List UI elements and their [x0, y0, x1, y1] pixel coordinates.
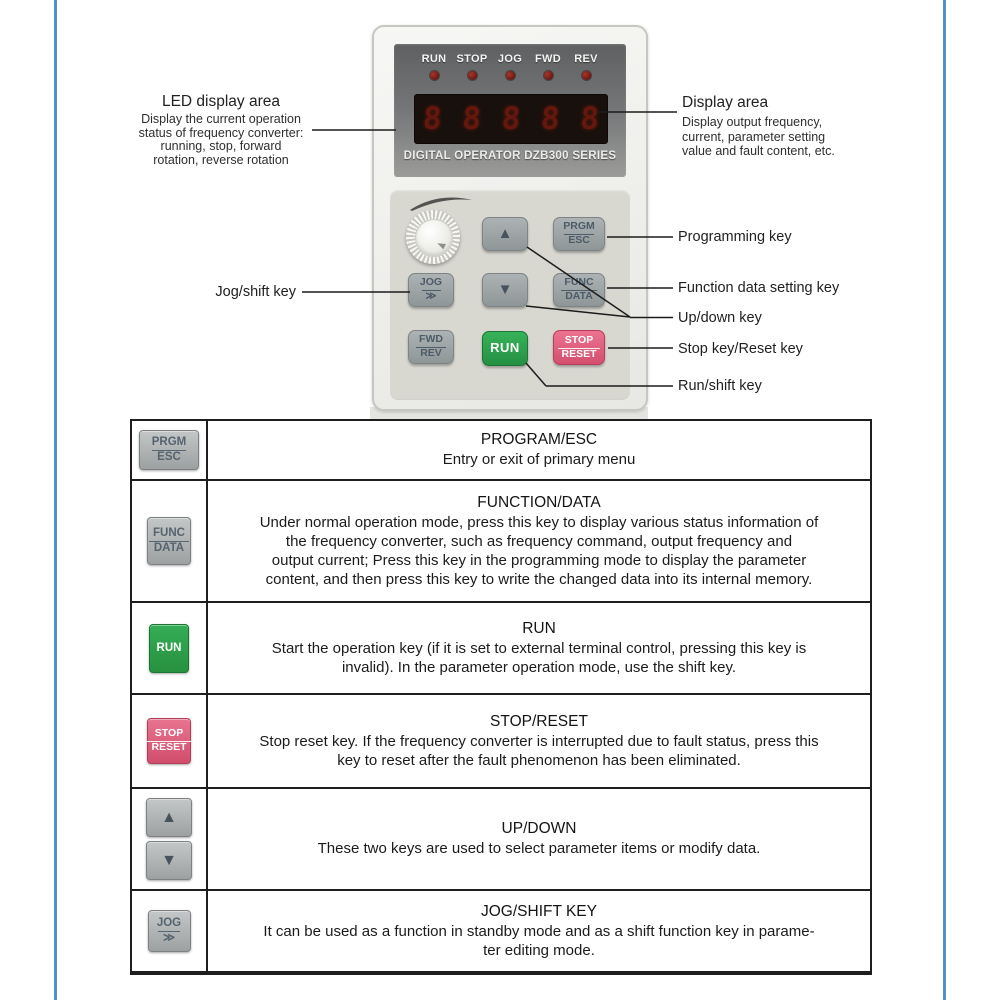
key-label: STOP — [154, 727, 184, 740]
up-key-icon — [146, 798, 192, 837]
down-arrow-icon: ▼ — [161, 851, 177, 869]
key-label: FUNC — [153, 527, 185, 540]
table-row-function-data — [132, 481, 870, 603]
up-arrow-icon: ▲ — [497, 224, 513, 242]
key-label: RUN — [490, 340, 520, 356]
table-row-jog-shift — [132, 891, 870, 971]
key-label: STOP — [564, 333, 594, 346]
digital-operator-device — [372, 25, 648, 411]
table-icon-cell — [132, 695, 208, 787]
double-chevron-icon: ≫ — [422, 290, 441, 303]
led-stop — [454, 53, 490, 80]
table-text-cell — [208, 481, 870, 601]
table-icon-cell — [132, 789, 208, 889]
double-chevron-icon: ≫ — [158, 931, 180, 945]
potentiometer-knob — [406, 210, 460, 264]
jog-shift-key — [408, 273, 454, 307]
key-label: REV — [416, 347, 446, 360]
left-page-guide-line — [54, 0, 57, 1000]
seven-segment-display — [414, 94, 608, 144]
row-description: These two keys are used to select parameter items or modify data. — [317, 840, 761, 857]
stop-reset-key — [553, 330, 605, 365]
led-label: REV — [574, 53, 598, 65]
table-icon-cell — [132, 891, 208, 971]
key-label: DATA — [561, 290, 597, 303]
jog-shift-key-label: Jog/shift key — [215, 284, 296, 300]
led-label: RUN — [421, 53, 447, 65]
up-arrow-key — [482, 217, 528, 251]
programming-key-label: Programming key — [678, 229, 792, 245]
row-title: RUN — [522, 619, 556, 637]
led-display-panel — [394, 44, 626, 177]
led-indicator-light — [430, 71, 439, 80]
function-key-label: Function data setting key — [678, 280, 840, 296]
row-description: It can be used as a function in standby mode and as a shift function key in parame- ter editing mode. — [263, 922, 815, 959]
key-label: DATA — [149, 541, 189, 555]
down-arrow-icon: ▼ — [497, 280, 513, 298]
key-label: FUNC — [564, 276, 594, 289]
key-label: JOG — [419, 276, 443, 289]
led-indicator-light — [582, 71, 591, 80]
row-title: PROGRAM/ESC — [480, 431, 598, 448]
prgm-esc-key-icon — [139, 430, 199, 470]
key-label: ESC — [564, 234, 594, 247]
display-area-callout — [682, 94, 902, 159]
func-data-key-icon — [147, 517, 191, 565]
callout-description: Display output frequency, current, parameter setting value and fault content, etc. — [682, 115, 835, 158]
stop-reset-key-icon — [147, 718, 191, 764]
table-row-run — [132, 603, 870, 695]
led-label: JOG — [497, 53, 523, 65]
led-rev — [568, 53, 604, 80]
led-display-area-callout — [128, 93, 314, 167]
row-description: Start the operation key (if it is set to external terminal control, pressing this key is invalid). In the parameter operation mode, use the shift key. — [271, 639, 807, 676]
row-description: Under normal operation mode, press this key to display various status information of the frequency converter, such as frequency command, output frequency and output current; Press this key in the programming mode to display the parameter content, and then press this key to write the changed data into its internal memory. — [259, 513, 819, 588]
row-description: Stop reset key. If the frequency converter is interrupted due to fault status, press this key to reset after the fault phenomenon has been eliminated. — [259, 732, 819, 769]
led-run — [416, 53, 452, 80]
row-title: STOP/RESET — [490, 712, 588, 730]
table-row-up-down — [132, 789, 870, 891]
led-indicator-light — [544, 71, 553, 80]
row-title: UP/DOWN — [501, 820, 577, 837]
knob-cap — [415, 219, 453, 257]
key-label: JOG — [156, 917, 182, 930]
device-brand-text: DIGITAL OPERATOR DZB300 SERIES — [403, 150, 617, 162]
table-text-cell — [208, 789, 870, 889]
key-label: FWD — [419, 333, 443, 346]
right-page-guide-line — [943, 0, 946, 1000]
table-icon-cell — [132, 603, 208, 693]
key-label: PRGM — [151, 436, 187, 449]
key-label: ESC — [152, 450, 186, 464]
table-icon-cell — [132, 481, 208, 601]
run-key — [482, 331, 528, 366]
down-key-icon — [146, 841, 192, 880]
led-label: FWD — [535, 53, 561, 65]
key-label: RUN — [156, 641, 182, 654]
table-text-cell — [208, 695, 870, 787]
func-data-key — [553, 273, 605, 307]
table-text-cell — [208, 891, 870, 971]
table-text-cell — [208, 421, 870, 479]
display-digits: 8 8 8 8 8 — [421, 101, 601, 137]
led-indicator-light — [506, 71, 515, 80]
led-indicator-row — [416, 53, 604, 80]
fwd-rev-key — [408, 330, 454, 364]
down-arrow-key — [482, 273, 528, 307]
jog-shift-key-icon — [148, 910, 191, 952]
led-jog — [492, 53, 528, 80]
key-label: RESET — [558, 348, 599, 361]
up-arrow-icon: ▲ — [161, 808, 177, 826]
updown-key-label: Up/down key — [678, 310, 762, 326]
run-key-icon — [149, 624, 189, 673]
prgm-esc-key — [553, 217, 605, 251]
callout-title: LED display area — [161, 93, 281, 110]
stop-reset-key-label: Stop key/Reset key — [678, 341, 803, 357]
led-fwd — [530, 53, 566, 80]
key-function-table — [130, 419, 872, 975]
table-icon-cell — [132, 421, 208, 479]
key-label: RESET — [147, 741, 192, 754]
table-row-program-esc — [132, 421, 870, 481]
run-shift-key-label: Run/shift key — [678, 378, 762, 394]
row-title: JOG/SHIFT KEY — [481, 902, 597, 920]
callout-description: Display the current operation status of frequency converter: running, stop, forward rotation, reverse rotation — [138, 112, 304, 167]
led-indicator-light — [468, 71, 477, 80]
led-label: STOP — [456, 53, 488, 65]
row-title: FUNCTION/DATA — [477, 493, 601, 511]
callout-title: Display area — [682, 94, 769, 111]
key-label: PRGM — [563, 220, 595, 233]
table-row-stop-reset — [132, 695, 870, 789]
table-text-cell — [208, 603, 870, 693]
row-description: Entry or exit of primary menu — [442, 451, 636, 468]
